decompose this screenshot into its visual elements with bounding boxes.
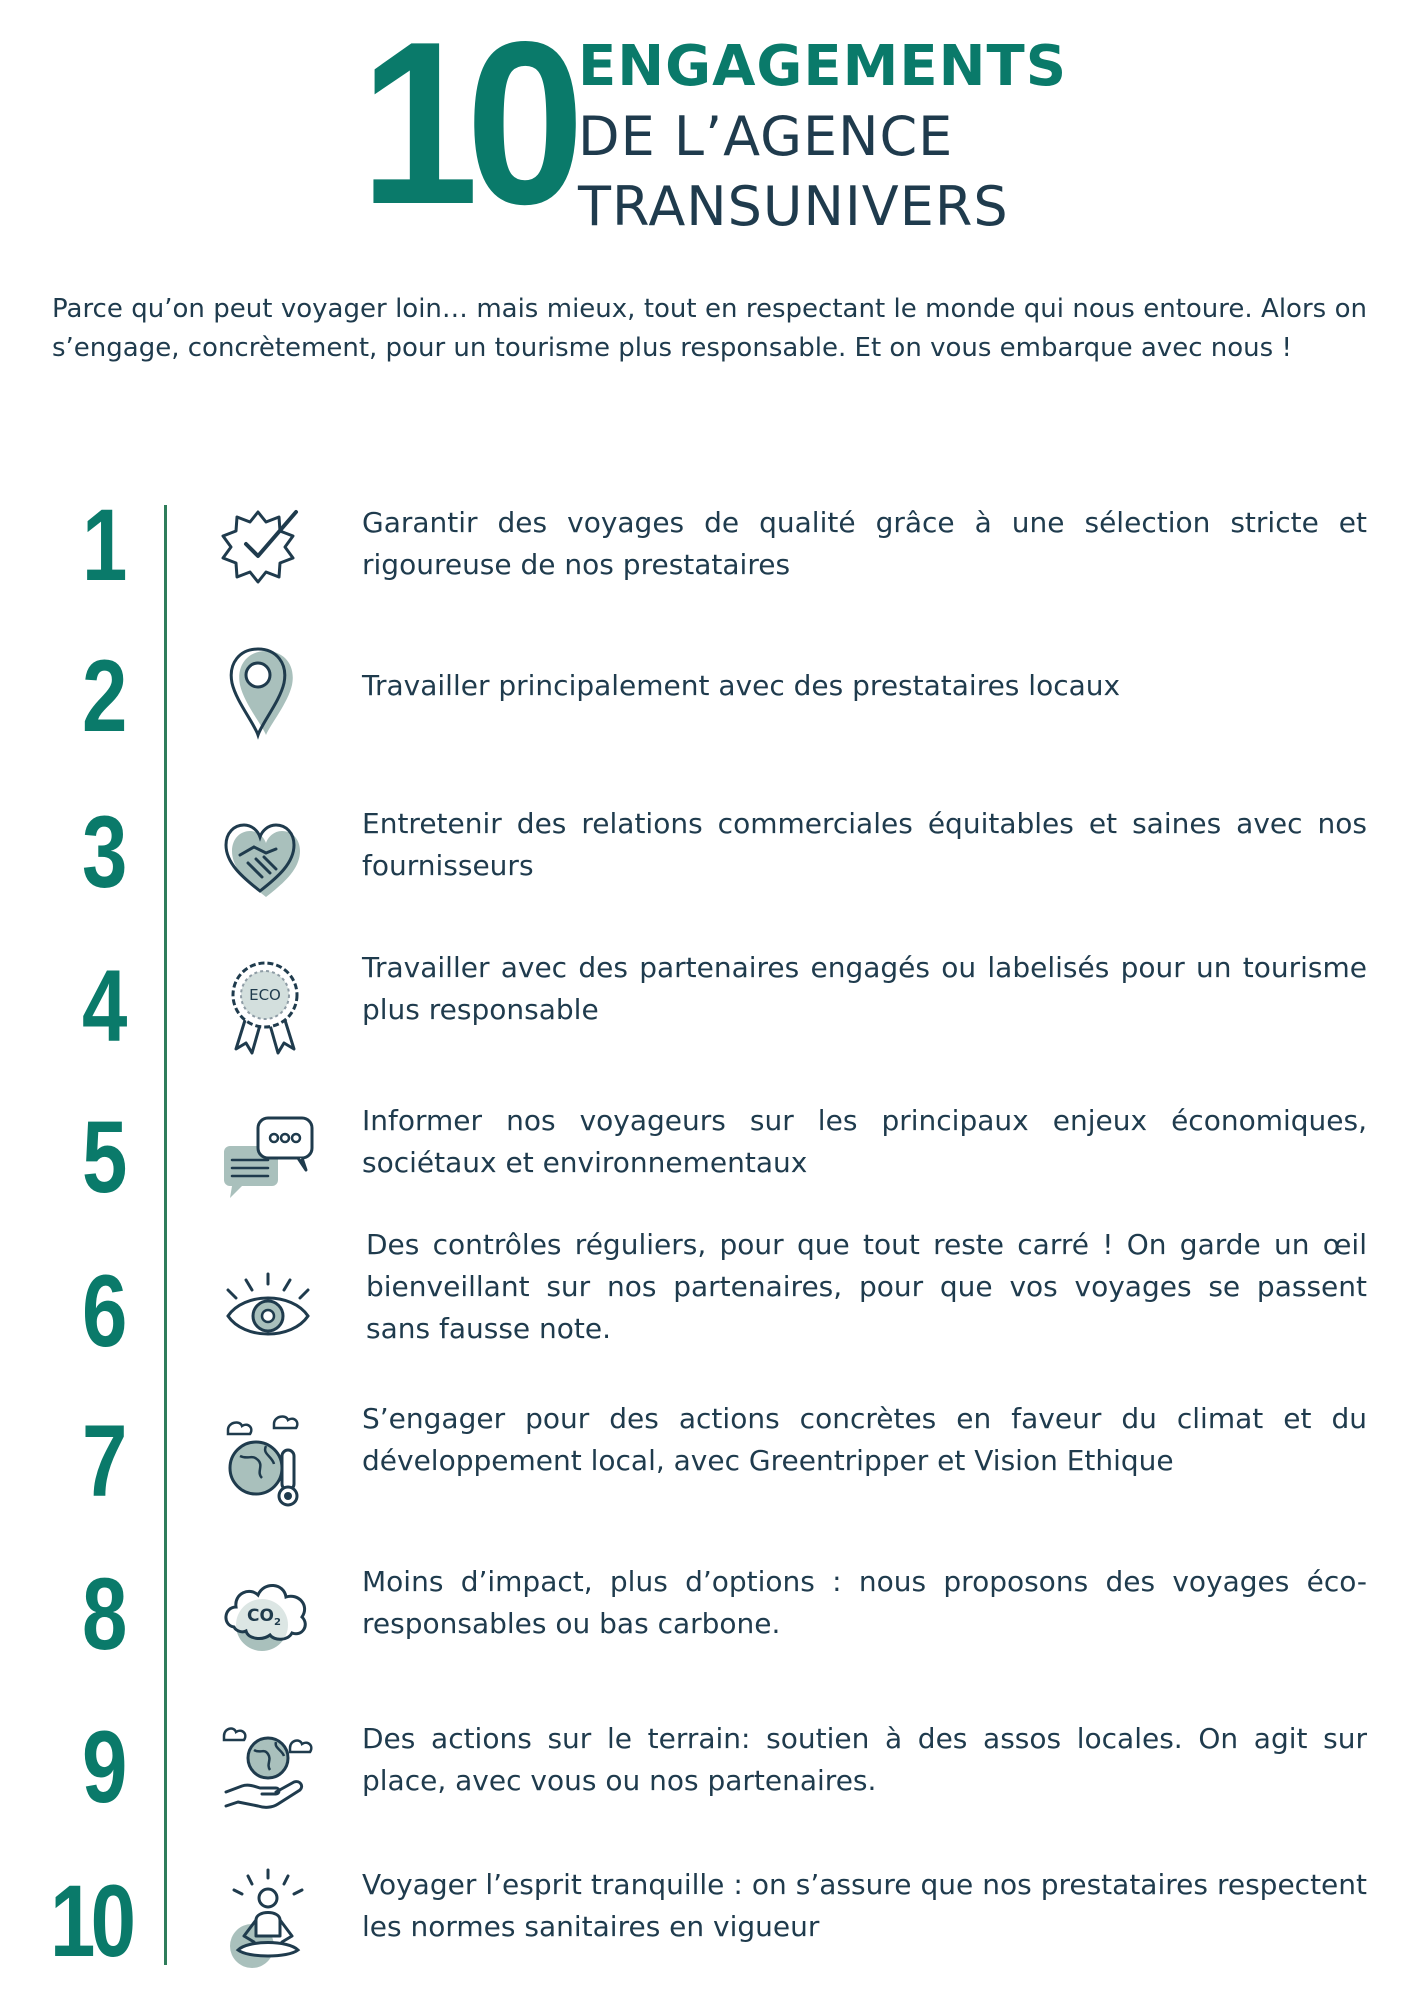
co2-text: CO <box>247 1606 274 1626</box>
header-number: 10 <box>360 0 572 253</box>
title-transunivers: TRANSUNIVERS <box>578 175 1009 238</box>
eco-label-icon <box>218 957 308 1057</box>
title-agence: DE L’AGENCE <box>578 105 954 168</box>
title-engagements: ENGAGEMENTS <box>578 34 1068 99</box>
item-text: Des actions sur le terrain: soutien à des assos locales. On agit sur place, avec vous ou nos partenaires. <box>362 1722 1367 1797</box>
item-number: 7 <box>82 1404 128 1518</box>
location-pin-icon <box>218 643 308 743</box>
item-text: Voyager l’esprit tranquille : on s’assure que nos prestataires respectent les normes sanitaires en vigueur <box>362 1868 1367 1943</box>
co2-subscript: 2 <box>273 1617 281 1628</box>
title-block <box>578 28 1067 242</box>
item-number: 5 <box>82 1100 128 1214</box>
item-text: Des contrôles réguliers, pour que tout reste carré ! On garde un œil bienveillant sur nos partenaires, pour que vos voyages se passent sans fausse note. <box>366 1228 1367 1345</box>
item-number: 3 <box>82 795 128 909</box>
item-text: Informer nos voyageurs sur les principaux enjeux économiques, sociétaux et environnementaux <box>362 1104 1367 1179</box>
item-number: 4 <box>82 949 128 1063</box>
heart-handshake-icon <box>218 815 308 905</box>
item-text: S’engager pour des actions concrètes en faveur du climat et du développement local, avec Greentripper et Vision Ethique <box>362 1402 1367 1477</box>
item-text: Travailler principalement avec des prestataires locaux <box>362 669 1121 702</box>
eco-text: ECO <box>249 986 281 1004</box>
item-text: Moins d’impact, plus d’options : nous proposons des voyages éco-responsables ou bas carbone. <box>362 1565 1367 1640</box>
timeline-line <box>164 505 167 1965</box>
globe-hand-icon <box>218 1716 318 1816</box>
item-text: Travailler avec des partenaires engagés ou labelisés pour un tourisme plus responsable <box>362 951 1367 1026</box>
item-number: 8 <box>82 1557 128 1671</box>
item-number: 6 <box>82 1254 128 1368</box>
item-number: 10 <box>50 1864 132 1978</box>
item-number: 9 <box>82 1710 128 1824</box>
header <box>360 0 1068 253</box>
item-number: 2 <box>82 639 128 753</box>
item-number: 1 <box>82 488 128 602</box>
item-text: Entretenir des relations commerciales équitables et saines avec nos fournisseurs <box>362 807 1367 882</box>
item-text: Garantir des voyages de qualité grâce à une sélection stricte et rigoureuse de nos prestataires <box>362 506 1367 581</box>
verified-badge-icon <box>218 500 308 590</box>
chat-bubbles-icon <box>218 1112 318 1202</box>
eye-icon <box>218 1262 318 1352</box>
co2-cloud-icon <box>218 1567 318 1657</box>
climate-globe-icon <box>218 1410 308 1510</box>
intro-paragraph: Parce qu’on peut voyager loin… mais mieux, tout en respectant le monde qui nous entoure. Alors on s’engage, concrètement, pour un tourisme plus responsable. Et on vous embarque avec nous ! <box>52 294 1367 363</box>
meditation-icon <box>218 1862 318 1972</box>
